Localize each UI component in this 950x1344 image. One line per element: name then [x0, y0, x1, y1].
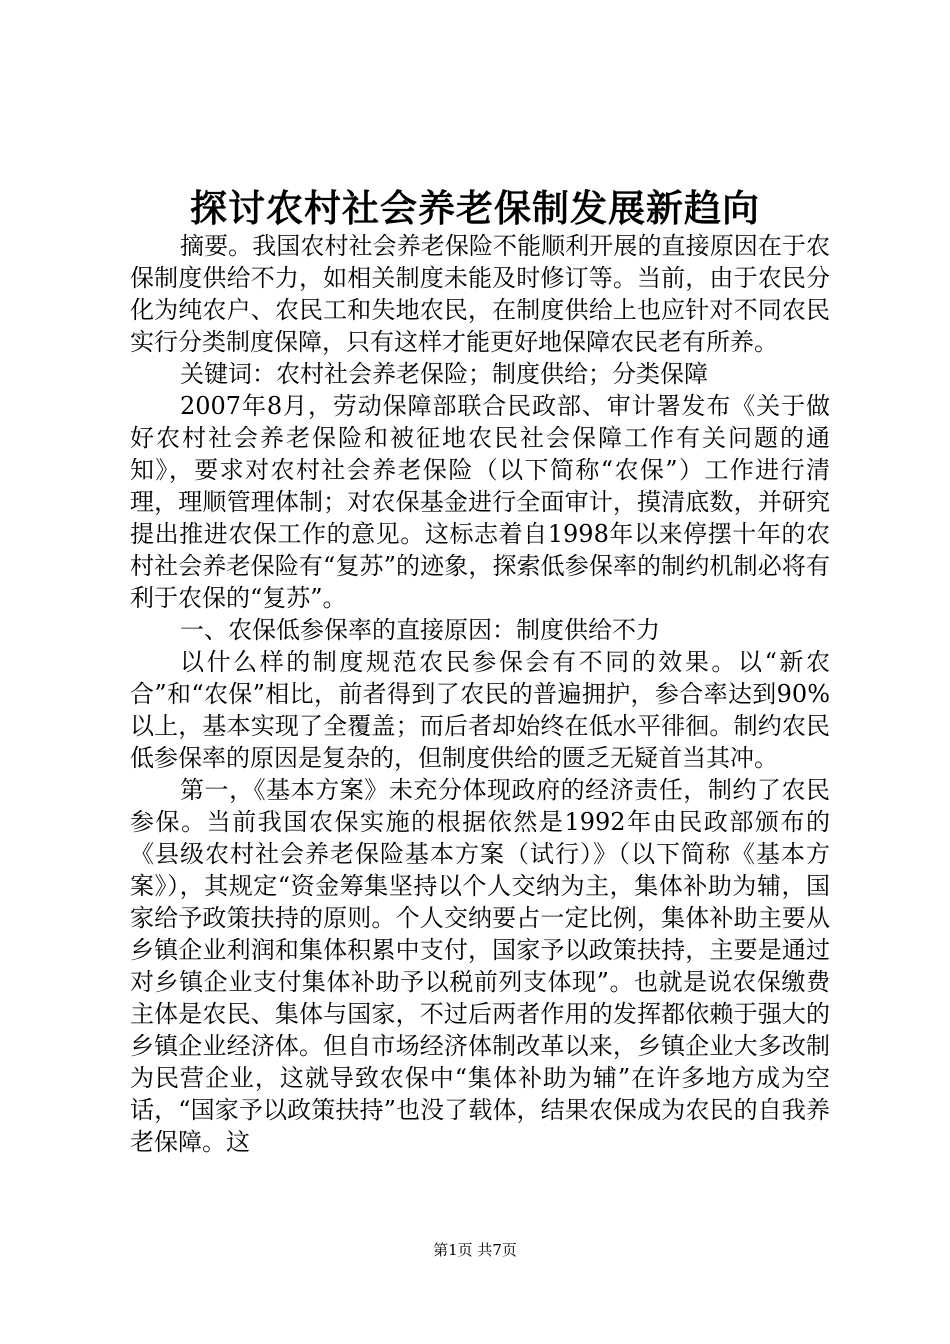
page-number-footer: 第1页 共7页: [433, 1241, 517, 1259]
abstract-paragraph: 摘要。我国农村社会养老保险不能顺利开展的直接原因在于农保制度供给不力，如相关制度未能及时修订等。当前，由于农民分化为纯农户、农民工和失地农民，在制度供给上也应针对不同农民实行分类制度保障，只有这样才能更好地保障农民老有所养。: [130, 232, 830, 356]
section-heading: 一、农保低参保率的直接原因：制度供给不力: [180, 616, 660, 644]
body-paragraph: 2007年8月，劳动保障部联合民政部、审计署发布《关于做好农村社会养老保险和被征地农民社会保障工作有关问题的通知》，要求对农村社会养老保险（以下简称“农保”）工作进行清理，理顺管理体制；对农保基金进行全面审计，摸清底数，并研究提出推进农保工作的意见。这标志着自1998年以来停摆十年的农村社会养老保险有“复苏”的迹象，探索低参保率的制约机制必将有利于农保的“复苏”。: [130, 392, 830, 612]
document-title: 探讨农村社会养老保制发展新趋向: [190, 187, 760, 230]
body-paragraph: 第一，《基本方案》未充分体现政府的经济责任，制约了农民参保。当前我国农保实施的根据依然是1992年由民政部颁布的《县级农村社会养老保险基本方案（试行）》（以下简称《基本方案》），其规定“资金筹集坚持以个人交纳为主，集体补助为辅，国家给予政策扶持的原则。个人交纳要占一定比例，集体补助主要从乡镇企业利润和集体积累中支付，国家予以政策扶持，主要是通过对乡镇企业支付集体补助予以税前列支体现”。也就是说农保缴费主体是农民、集体与国家，不过后两者作用的发挥都依赖于强大的乡镇企业经济体。但自市场经济体制改革以来，乡镇企业大多改制为民营企业，这就导致农保中“集体补助为辅”在许多地方成为空话，“国家予以政策扶持”也没了载体，结果农保成为农民的自我养老保障。这: [130, 776, 830, 1156]
body-paragraph: 以什么样的制度规范农民参保会有不同的效果。以“新农合”和“农保”相比，前者得到了农民的普遍拥护，参合率达到90%以上，基本实现了全覆盖；而后者却始终在低水平徘徊。制约农民低参保率的原因是复杂的，但制度供给的匮乏无疑首当其冲。: [130, 648, 830, 772]
document-body: [130, 230, 830, 1158]
keywords-paragraph: 关键词：农村社会养老保险；制度供给；分类保障: [180, 360, 708, 388]
